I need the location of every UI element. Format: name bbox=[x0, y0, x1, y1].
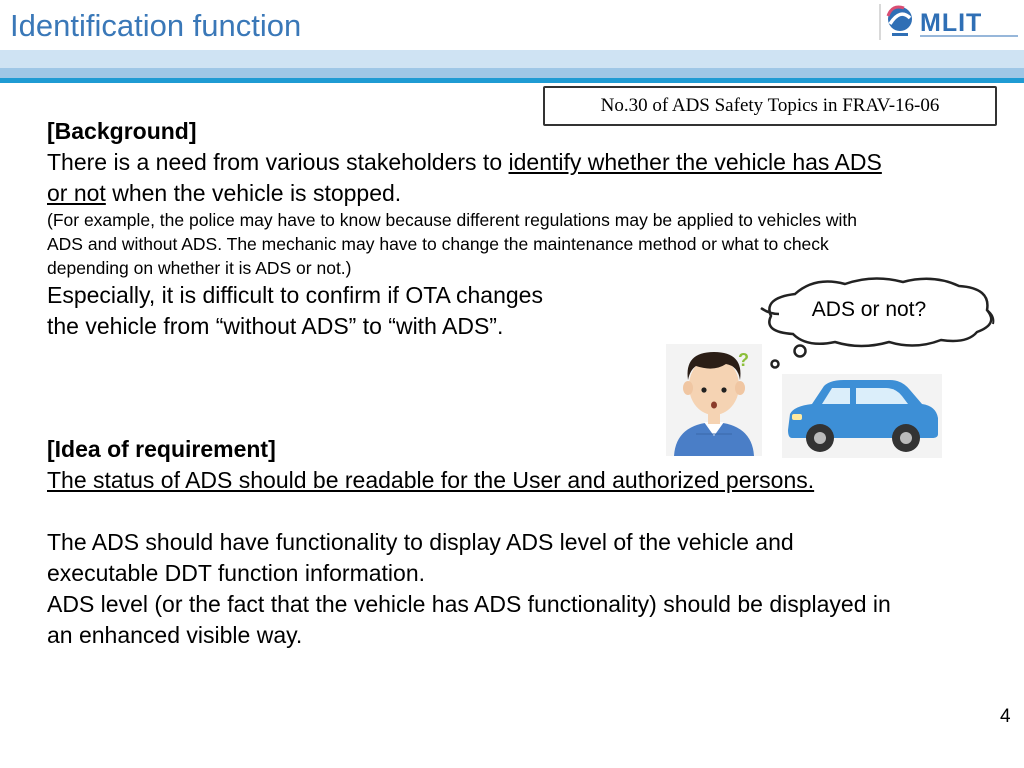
para1-prefix: There is a need from various stakeholders to bbox=[47, 149, 509, 175]
para1-underlined-b: or not bbox=[47, 180, 106, 206]
reference-box: No.30 of ADS Safety Topics in FRAV-16-06 bbox=[543, 86, 997, 126]
ota-line1: Especially, it is difficult to confirm if OTA changes bbox=[47, 282, 543, 308]
requirement-heading: [Idea of requirement] bbox=[47, 436, 276, 462]
requirement-line3: ADS level (or the fact that the vehicle has ADS functionality) should be displayed in bbox=[47, 591, 891, 617]
para1-underlined-a: identify whether the vehicle has ADS bbox=[508, 149, 882, 175]
header-band-light bbox=[0, 50, 1024, 68]
background-para1-line2 bbox=[47, 178, 401, 209]
example-line2: ADS and without ADS. The mechanic may have to change the maintenance method or what to check bbox=[47, 234, 829, 254]
header-band-accent bbox=[0, 78, 1024, 83]
svg-text:MLIT: MLIT bbox=[920, 9, 983, 37]
background-heading: [Background] bbox=[47, 118, 197, 144]
background-para1-line1 bbox=[47, 147, 882, 178]
requirement-line1: The ADS should have functionality to display ADS level of the vehicle and bbox=[47, 529, 794, 555]
svg-text:?: ? bbox=[738, 350, 749, 370]
slide-title: Identification function bbox=[10, 8, 302, 43]
thought-bubble bbox=[755, 272, 1000, 372]
requirement-line4: an enhanced visible way. bbox=[47, 622, 303, 648]
mlit-logo bbox=[878, 2, 1020, 42]
page-number: 4 bbox=[1000, 706, 1011, 727]
example-line3: depending on whether it is ADS or not.) bbox=[47, 258, 352, 278]
confused-person-illustration bbox=[666, 344, 762, 456]
header-band-mid bbox=[0, 68, 1024, 78]
para1-suffix: when the vehicle is stopped. bbox=[105, 180, 402, 206]
speech-bubble-text: ADS or not? bbox=[811, 298, 927, 321]
example-line1: (For example, the police may have to know because different regulations may be applied to vehicles with bbox=[47, 210, 857, 230]
blue-car-illustration bbox=[782, 374, 942, 458]
ota-line2: the vehicle from “without ADS” to “with ADS”. bbox=[47, 313, 504, 339]
requirement-line2: executable DDT function information. bbox=[47, 560, 425, 586]
requirement-statement: The status of ADS should be readable for the User and authorized persons. bbox=[47, 467, 815, 493]
